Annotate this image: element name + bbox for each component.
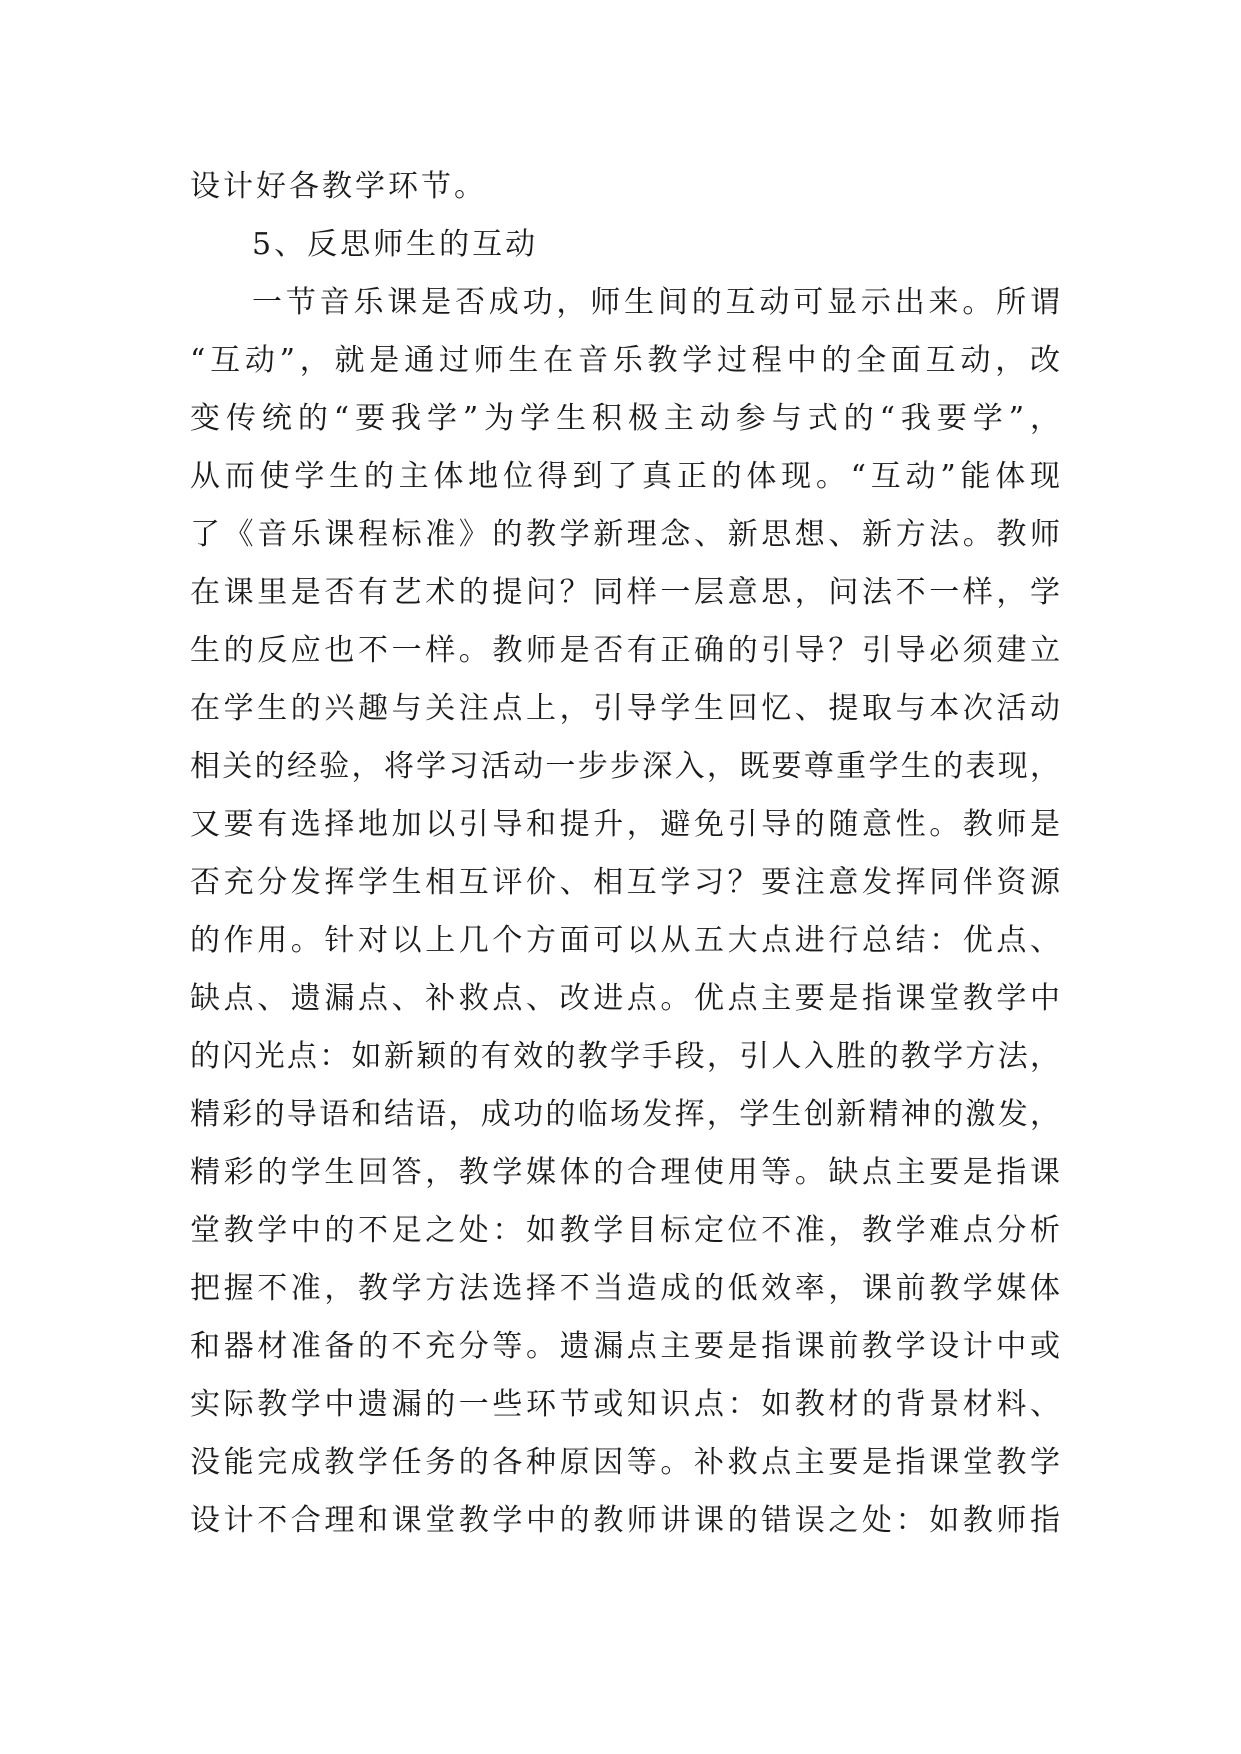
paragraph-line: 在课里是否有艺术的提问？同样一层意思，问法不一样，学 <box>190 575 1060 610</box>
paragraph-line: 精彩的导语和结语，成功的临场发挥，学生创新精神的激发， <box>190 1097 1060 1132</box>
paragraph-line: 生的反应也不一样。教师是否有正确的引导？引导必须建立 <box>190 633 1060 668</box>
paragraph-line: “互动”，就是通过师生在音乐教学过程中的全面互动，改 <box>190 343 1060 378</box>
body-text <box>190 158 1060 1550</box>
paragraph-line: 精彩的学生回答，教学媒体的合理使用等。缺点主要是指课 <box>190 1155 1060 1190</box>
paragraph-line: 设计不合理和课堂教学中的教师讲课的错误之处：如教师指 <box>190 1503 1060 1538</box>
paragraph-line: 没能完成教学任务的各种原因等。补救点主要是指课堂教学 <box>190 1445 1060 1480</box>
paragraph-line: 相关的经验，将学习活动一步步深入，既要尊重学生的表现， <box>190 749 1060 784</box>
paragraph-line: 的作用。针对以上几个方面可以从五大点进行总结：优点、 <box>190 923 1060 958</box>
paragraph-line: 把握不准，教学方法选择不当造成的低效率，课前教学媒体 <box>190 1271 1060 1306</box>
paragraph-line: 在学生的兴趣与关注点上，引导学生回忆、提取与本次活动 <box>190 691 1060 726</box>
section-heading: 5、反思师生的互动 <box>252 227 539 262</box>
paragraph-line: 从而使学生的主体地位得到了真正的体现。“互动”能体现 <box>190 459 1060 494</box>
paragraph-line: 堂教学中的不足之处：如教学目标定位不准，教学难点分析 <box>190 1213 1060 1248</box>
paragraph-line: 设计好各教学环节。 <box>190 169 487 204</box>
paragraph-line: 了《音乐课程标准》的教学新理念、新思想、新方法。教师 <box>190 517 1060 552</box>
paragraph-line: 一节音乐课是否成功，师生间的互动可显示出来。所谓 <box>252 285 1060 320</box>
paragraph-line: 的闪光点：如新颖的有效的教学手段，引人入胜的教学方法， <box>190 1039 1060 1074</box>
paragraph-line: 变传统的“要我学”为学生积极主动参与式的“我要学”， <box>190 401 1060 436</box>
paragraph-line: 实际教学中遗漏的一些环节或知识点：如教材的背景材料、 <box>190 1387 1060 1422</box>
paragraph-line: 缺点、遗漏点、补救点、改进点。优点主要是指课堂教学中 <box>190 981 1060 1016</box>
paragraph-line: 否充分发挥学生相互评价、相互学习？要注意发挥同伴资源 <box>190 865 1060 900</box>
paragraph-line: 又要有选择地加以引导和提升，避免引导的随意性。教师是 <box>190 807 1060 842</box>
paragraph-line: 和器材准备的不充分等。遗漏点主要是指课前教学设计中或 <box>190 1329 1060 1364</box>
